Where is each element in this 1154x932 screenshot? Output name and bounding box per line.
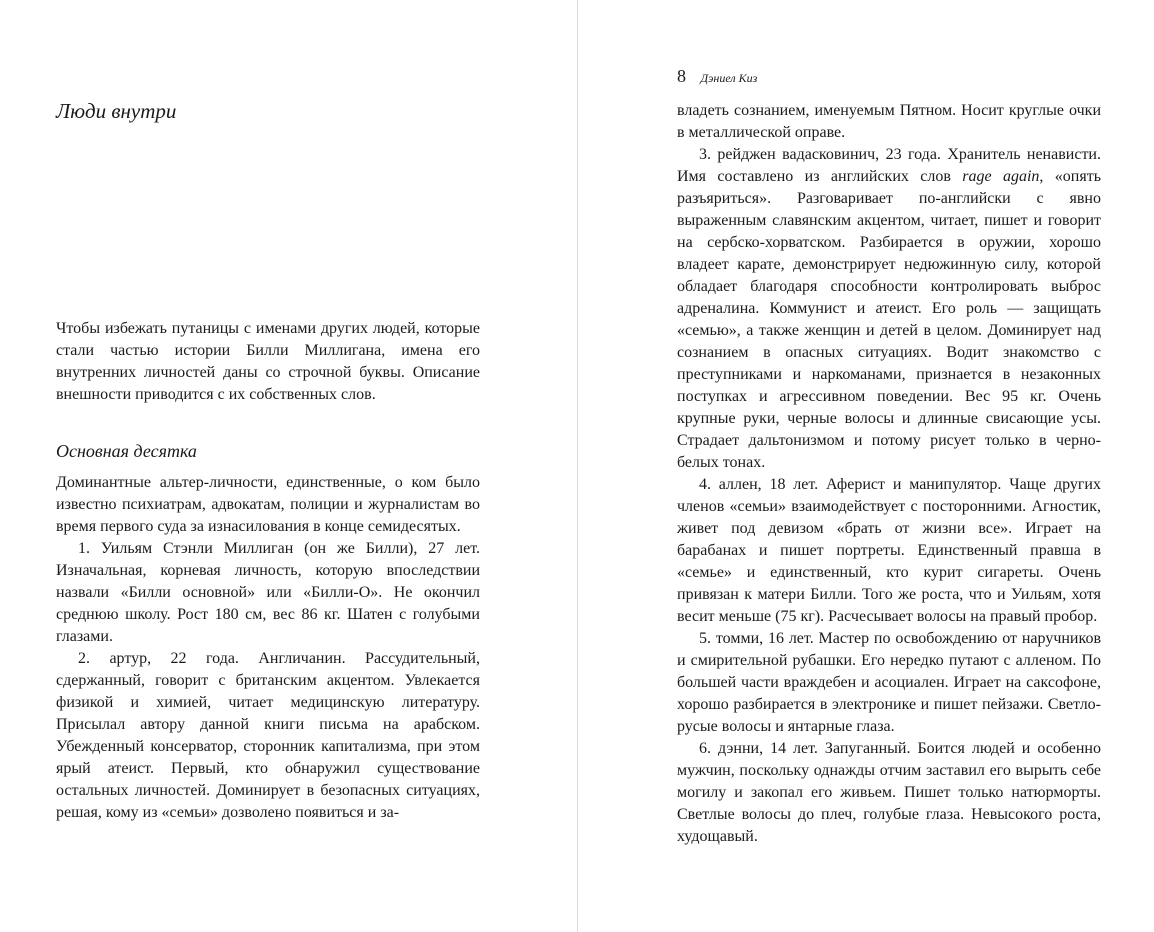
right-page bbox=[578, 0, 1154, 932]
entry-3-text-a: 3. рейджен вадасковинич, 23 года. Хранитель ненависти. Имя составлено из английских слов bbox=[677, 146, 1101, 185]
personality-entry-3 bbox=[677, 144, 1101, 474]
personality-entry-6: 6. дэнни, 14 лет. Запуганный. Боится людей и особенно мужчин, поскольку однажды отчим заставил его вырыть себе могилу и закопал его живьем. Пишет только натюрморты. Светлые волосы до плеч, голубые глаза. Невысокого роста, худощавый. bbox=[677, 740, 1101, 845]
intro-text: Чтобы избежать путаницы с именами других людей, которые стали частью истории Билли Миллигана, имена его внутренних личностей даны со строчной буквы. Описание внешности приводится с их собственных слов. bbox=[56, 320, 480, 403]
section-title: Основная десятка bbox=[56, 441, 197, 461]
personality-entry-4: 4. аллен, 18 лет. Аферист и манипулятор. Чаще других членов «семьи» взаимодействует с посторонними. Агностик, живет под девизом «брать от жизни все». Играет на барабанах и пишет портреты. Единственный правша в «семье» и единственный, кто курит сигареты. Очень привязан к матери Билли. Того же роста, что и Уильям, хотя весит меньше (75 кг). Расчесывает волосы на правый пробор. bbox=[677, 476, 1101, 625]
running-head bbox=[677, 66, 757, 87]
running-head-author: Дэниел Киз bbox=[700, 71, 758, 85]
section-intro: Доминантные альтер-личности, единственные, о ком было известно психиатрам, адвокатам, полиции и журналистам во время первого суда за изнасилования в конце семидесятых. bbox=[56, 474, 480, 535]
intro-paragraph bbox=[56, 318, 480, 406]
personality-entry-1: 1. Уильям Стэнли Миллиган (он же Билли), 27 лет. Изначальная, корневая личность, которую впоследствии назвали «Билли основной» или «Билли-О». Не окончил среднюю школу. Рост 180 см, вес 86 кг. Шатен с голубыми глазами. bbox=[56, 540, 480, 645]
personality-entry-5: 5. томми, 16 лет. Мастер по освобождению от наручников и смирительной рубашки. Его нередко путают с алленом. По большей части враждебен и асоциален. Играет на саксофоне, хорошо разбирается в электронике и пишет пейзажи. Светло-русые волосы и янтарные глаза. bbox=[677, 630, 1101, 735]
continuation-text: владеть сознанием, именуемым Пятном. Носит круглые очки в металлической оправе. bbox=[677, 102, 1101, 141]
personality-entry-2: 2. артур, 22 года. Англичанин. Рассудительный, сдержанный, говорит с британским акцентом. Увлекается физикой и химией, читает медицинскую литературу. Присылал автору данной книги письма на арабском. Убежденный консерватор, сторонник капитализма, при этом ярый атеист. Первый, кто обнаружил существование остальных личностей. Доминирует в безопасных ситуациях, решая, кому из «семьи» дозволено появиться и за- bbox=[56, 650, 480, 821]
left-body-text bbox=[56, 472, 480, 824]
right-body-text bbox=[677, 100, 1101, 848]
entry-3-text-b: , «опять разъяриться». Разговаривает по-английски с явно выраженным славянским акцентом, читает, пишет и говорит на сербско-хорватском. Разбирается в оружии, хорошо владеет карате, демонстрирует недюжинную силу, которой обладает благодаря способности контролировать выброс адреналина. Коммунист и атеист. Его роль — защищать «семью», а также женщин и детей в целом. Доминирует над сознанием в опасных ситуациях. Водит знакомство с преступниками и наркоманами, признается в незаконных поступках и агрессивном поведении. Вес 95 кг. Очень крупные руки, черные волосы и длинные свисающие усы. Страдает дальтонизмом и потому рисует только в черно-белых тонах. bbox=[677, 168, 1102, 471]
entry-3-italic-phrase: rage again bbox=[962, 168, 1040, 185]
page-number: 8 bbox=[677, 66, 686, 86]
chapter-title: Люди внутри bbox=[56, 99, 177, 123]
